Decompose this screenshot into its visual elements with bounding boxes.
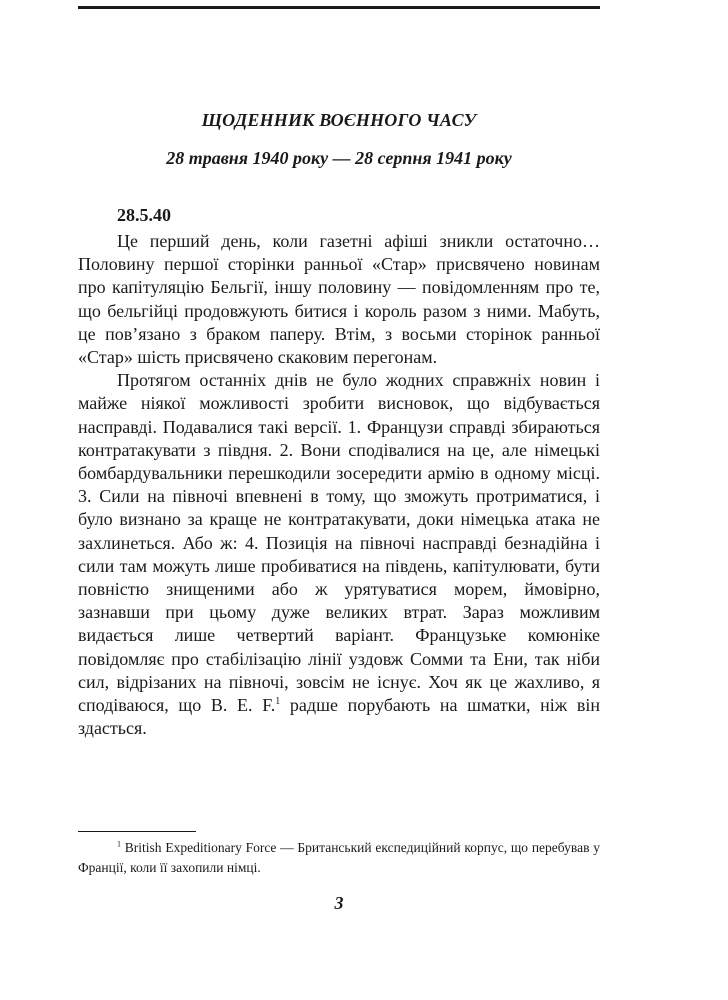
page-number: 3 xyxy=(334,893,344,913)
footnote-mark: 1 xyxy=(117,839,121,849)
paragraph-1: Це перший день, коли газетні афіші зникли остаточно… Половину першої сторінки ранньої «Стар» присвячено новинам про капітуляцію Бельгії, іншу половину — повідомленням про те, що бельгійці продовжують битися і король разом з ними. Мабуть, це пов’язано з браком паперу. Втім, з восьми сторінок ранньої «Стар» шість присвячено скаковим перегонам. xyxy=(78,231,600,368)
paragraph-2 xyxy=(78,369,600,740)
page-subtitle: 28 травня 1940 року — 28 серпня 1941 року xyxy=(166,148,512,168)
paragraph-2-text: Протягом останніх днів не було жодних справжніх новин і майже ніякої можливості зробити висновок, що відбувається насправді. Подавалися такі версії. 1. Французи справді збираються контратакувати з півдня. 2. Вони сподівалися на це, але німецькі бомбардувальники перешкодили зосередити армію в одному місці. 3. Сили на півночі впевнені в тому, що зможуть протриматися, і було визнано за краще не контратакувати, доки німецька атака не захлинеться. Або ж: 4. Позиція на півночі насправді безнадійна і сили там можуть лише пробиватися на південь, капітулювати, бути повністю знищеними або ж урятуватися морем, ймовірно, зазнавши при цьому дуже великих втрат. Зараз можливим видається лише четвертий варіант. Французьке комюніке повідомляє про стабілізацію лінії уздовж Сомми та Ени, так ніби сил, відрізаних на півночі, зовсім не існує. Хоч як це жахливо, я сподіваюся, що B. E. F. xyxy=(78,370,600,716)
body-text xyxy=(78,230,600,740)
footnote-text: British Expeditionary Force — Британський експедиційний корпус, що перебував у Франції, коли її захопили німці. xyxy=(78,840,600,875)
entry-date: 28.5.40 xyxy=(117,205,171,225)
footnote-rule xyxy=(78,831,196,832)
footnote xyxy=(78,838,600,878)
paragraph-2-text-end: радше порубають на шматки, ніж він здасться. xyxy=(78,695,600,739)
page-title: ЩОДЕННИК ВОЄННОГО ЧАСУ xyxy=(201,110,477,130)
footnote-reference[interactable]: 1 xyxy=(275,696,281,708)
top-rule xyxy=(78,6,600,9)
